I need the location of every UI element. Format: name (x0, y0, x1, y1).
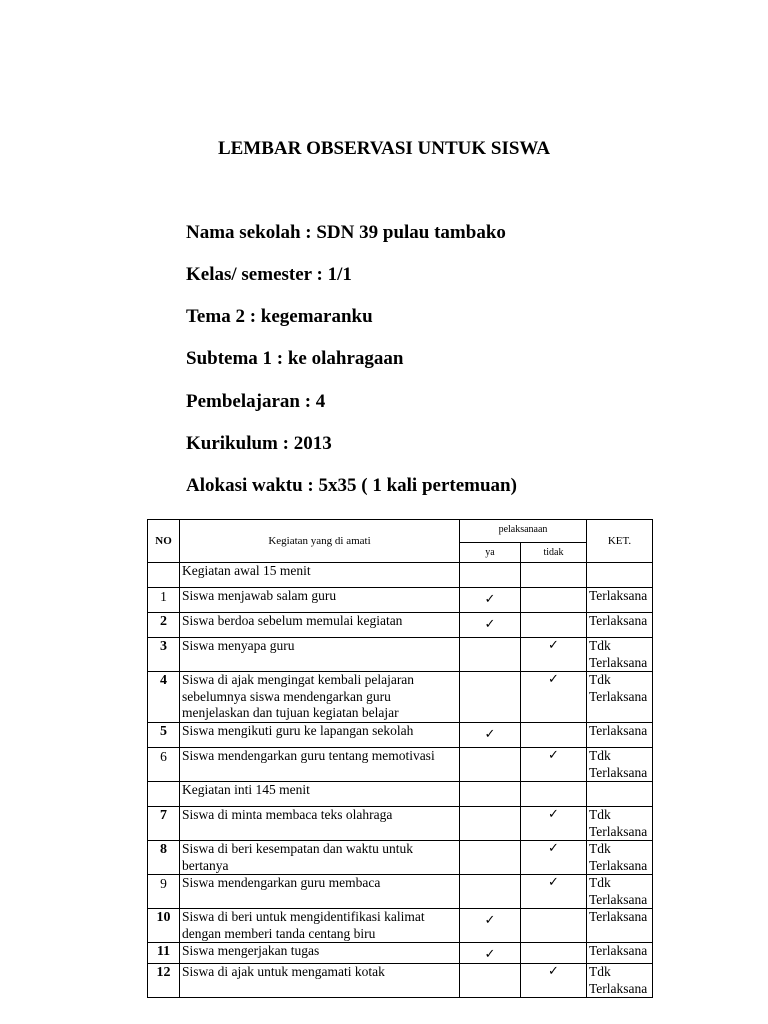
row-ket: Terlaksana (587, 909, 653, 943)
table-row (148, 638, 653, 672)
row-ya-check: ✓ (460, 723, 521, 748)
row-ya-check (460, 563, 521, 588)
row-ya-check (460, 638, 521, 672)
row-tidak-check: ✓ (521, 875, 587, 909)
page-title: LEMBAR OBSERVASI UNTUK SISWA (217, 138, 551, 159)
row-number: 7 (148, 807, 180, 841)
row-ket: Tdk Terlaksana (587, 964, 653, 998)
table-row (148, 588, 653, 613)
row-activity: Kegiatan inti 145 menit (180, 782, 460, 807)
row-tidak-check (521, 943, 587, 964)
table-row (148, 964, 653, 998)
header-ket: KET. (587, 520, 653, 563)
row-ya-check: ✓ (460, 588, 521, 613)
row-ket: Terlaksana (587, 943, 653, 964)
row-ket: Terlaksana (587, 613, 653, 638)
header-no: NO (148, 520, 180, 563)
row-tidak-check (521, 588, 587, 613)
row-number: 11 (148, 943, 180, 964)
row-ket: Tdk Terlaksana (587, 841, 653, 875)
row-ya-check (460, 964, 521, 998)
info-subtheme: Subtema 1 : ke olahragaan (186, 348, 404, 369)
row-number (148, 563, 180, 588)
table-row (148, 782, 653, 807)
row-tidak-check (521, 909, 587, 943)
row-tidak-check: ✓ (521, 672, 587, 723)
row-activity: Siswa mendengarkan guru membaca (180, 875, 460, 909)
row-activity: Siswa mengikuti guru ke lapangan sekolah (180, 723, 460, 748)
row-ket: Terlaksana (587, 723, 653, 748)
table-row (148, 875, 653, 909)
row-activity: Siswa di minta membaca teks olahraga (180, 807, 460, 841)
row-ket: Tdk Terlaksana (587, 807, 653, 841)
header-tidak: tidak (521, 543, 587, 563)
info-lesson: Pembelajaran : 4 (186, 391, 326, 412)
row-number: 8 (148, 841, 180, 875)
row-ket: Tdk Terlaksana (587, 875, 653, 909)
info-class: Kelas/ semester : 1/1 (186, 264, 352, 285)
table-row (148, 613, 653, 638)
row-ya-check: ✓ (460, 943, 521, 964)
row-number: 3 (148, 638, 180, 672)
row-activity: Siswa mendengarkan guru tentang memotivasi (180, 748, 460, 782)
row-ya-check (460, 782, 521, 807)
info-curriculum: Kurikulum : 2013 (186, 433, 332, 454)
row-tidak-check (521, 563, 587, 588)
row-ya-check (460, 672, 521, 723)
row-number: 4 (148, 672, 180, 723)
row-number: 2 (148, 613, 180, 638)
table-row (148, 672, 653, 723)
info-school: Nama sekolah : SDN 39 pulau tambako (186, 222, 506, 243)
row-number: 5 (148, 723, 180, 748)
header-ya: ya (460, 543, 521, 563)
table-row (148, 943, 653, 964)
table-row (148, 807, 653, 841)
row-ya-check (460, 748, 521, 782)
row-activity: Siswa di ajak untuk mengamati kotak (180, 964, 460, 998)
row-tidak-check: ✓ (521, 964, 587, 998)
row-ya-check: ✓ (460, 613, 521, 638)
observation-table (147, 519, 653, 998)
row-tidak-check: ✓ (521, 807, 587, 841)
row-activity: Siswa berdoa sebelum memulai kegiatan (180, 613, 460, 638)
row-number: 6 (148, 748, 180, 782)
row-ya-check (460, 807, 521, 841)
row-ket (587, 563, 653, 588)
row-number: 1 (148, 588, 180, 613)
row-activity: Siswa menjawab salam guru (180, 588, 460, 613)
row-number (148, 782, 180, 807)
row-number: 9 (148, 875, 180, 909)
row-activity: Siswa mengerjakan tugas (180, 943, 460, 964)
row-activity: Kegiatan awal 15 menit (180, 563, 460, 588)
row-tidak-check (521, 782, 587, 807)
row-ket: Terlaksana (587, 588, 653, 613)
row-ya-check (460, 875, 521, 909)
row-ket: Tdk Terlaksana (587, 748, 653, 782)
table-row (148, 723, 653, 748)
header-kegiatan: Kegiatan yang di amati (180, 520, 460, 563)
row-tidak-check (521, 613, 587, 638)
row-ket: Tdk Terlaksana (587, 672, 653, 723)
row-activity: Siswa di beri untuk mengidentifikasi kalimat dengan memberi tanda centang biru (180, 909, 460, 943)
row-tidak-check: ✓ (521, 638, 587, 672)
table-row (148, 563, 653, 588)
table-row (148, 748, 653, 782)
table-row (148, 909, 653, 943)
row-activity: Siswa menyapa guru (180, 638, 460, 672)
row-number: 12 (148, 964, 180, 998)
row-ket (587, 782, 653, 807)
row-ya-check (460, 841, 521, 875)
row-tidak-check: ✓ (521, 841, 587, 875)
row-ket: Tdk Terlaksana (587, 638, 653, 672)
row-tidak-check (521, 723, 587, 748)
row-activity: Siswa di ajak mengingat kembali pelajaran sebelumnya siswa mendengarkan guru menjelaskan dan tujuan kegiatan belajar (180, 672, 460, 723)
row-ya-check: ✓ (460, 909, 521, 943)
table-row (148, 841, 653, 875)
info-time-allocation: Alokasi waktu : 5x35 ( 1 kali pertemuan) (186, 475, 517, 496)
header-pelaksanaan: pelaksanaan (460, 520, 587, 543)
row-activity: Siswa di beri kesempatan dan waktu untuk bertanya (180, 841, 460, 875)
info-theme: Tema 2 : kegemaranku (186, 306, 373, 327)
row-tidak-check: ✓ (521, 748, 587, 782)
row-number: 10 (148, 909, 180, 943)
